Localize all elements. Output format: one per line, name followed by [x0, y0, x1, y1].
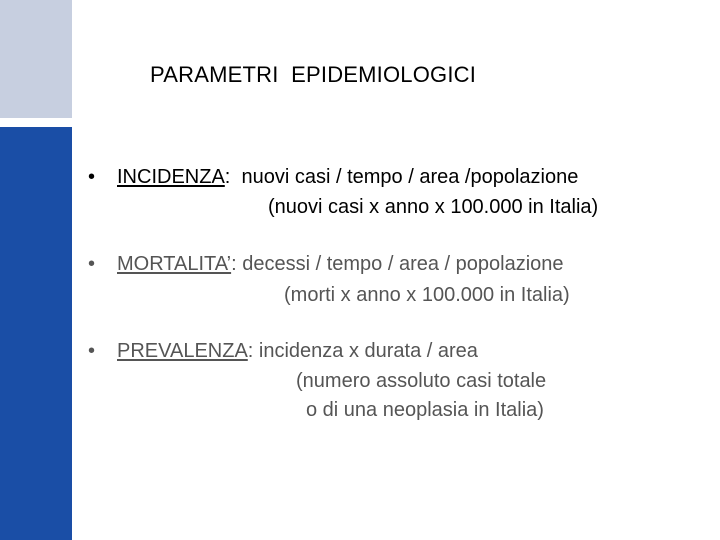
term-mortalita: MORTALITA’ — [117, 253, 232, 275]
item-separator: : — [224, 166, 242, 188]
term-prevalenza: PREVALENZA — [117, 340, 248, 362]
item-definition: incidenza x durata / area — [258, 340, 478, 362]
item-main-line — [117, 337, 478, 365]
item-main-line — [117, 163, 578, 191]
bullet-icon: • — [88, 340, 96, 362]
item-detail: (numero assoluto casi totale — [296, 370, 547, 392]
bullet-icon: • — [88, 166, 96, 188]
item-detail: o di una neoplasia in Italia) — [306, 399, 544, 421]
bullet-icon: • — [88, 253, 96, 275]
item-separator: : — [247, 340, 259, 362]
sidebar-accent-light — [0, 0, 72, 118]
sidebar-accent-dark — [0, 127, 72, 540]
item-separator: : — [231, 253, 243, 275]
item-detail: (nuovi casi x anno x 100.000 in Italia) — [268, 196, 599, 218]
item-definition: nuovi casi / tempo / area /popolazione — [241, 166, 579, 188]
item-main-line — [117, 250, 564, 278]
item-definition: decessi / tempo / area / popolazione — [242, 253, 564, 275]
slide-title: PARAMETRI EPIDEMIOLOGICI — [150, 62, 477, 87]
term-incidenza: INCIDENZA — [117, 166, 225, 188]
item-detail: (morti x anno x 100.000 in Italia) — [284, 284, 570, 306]
